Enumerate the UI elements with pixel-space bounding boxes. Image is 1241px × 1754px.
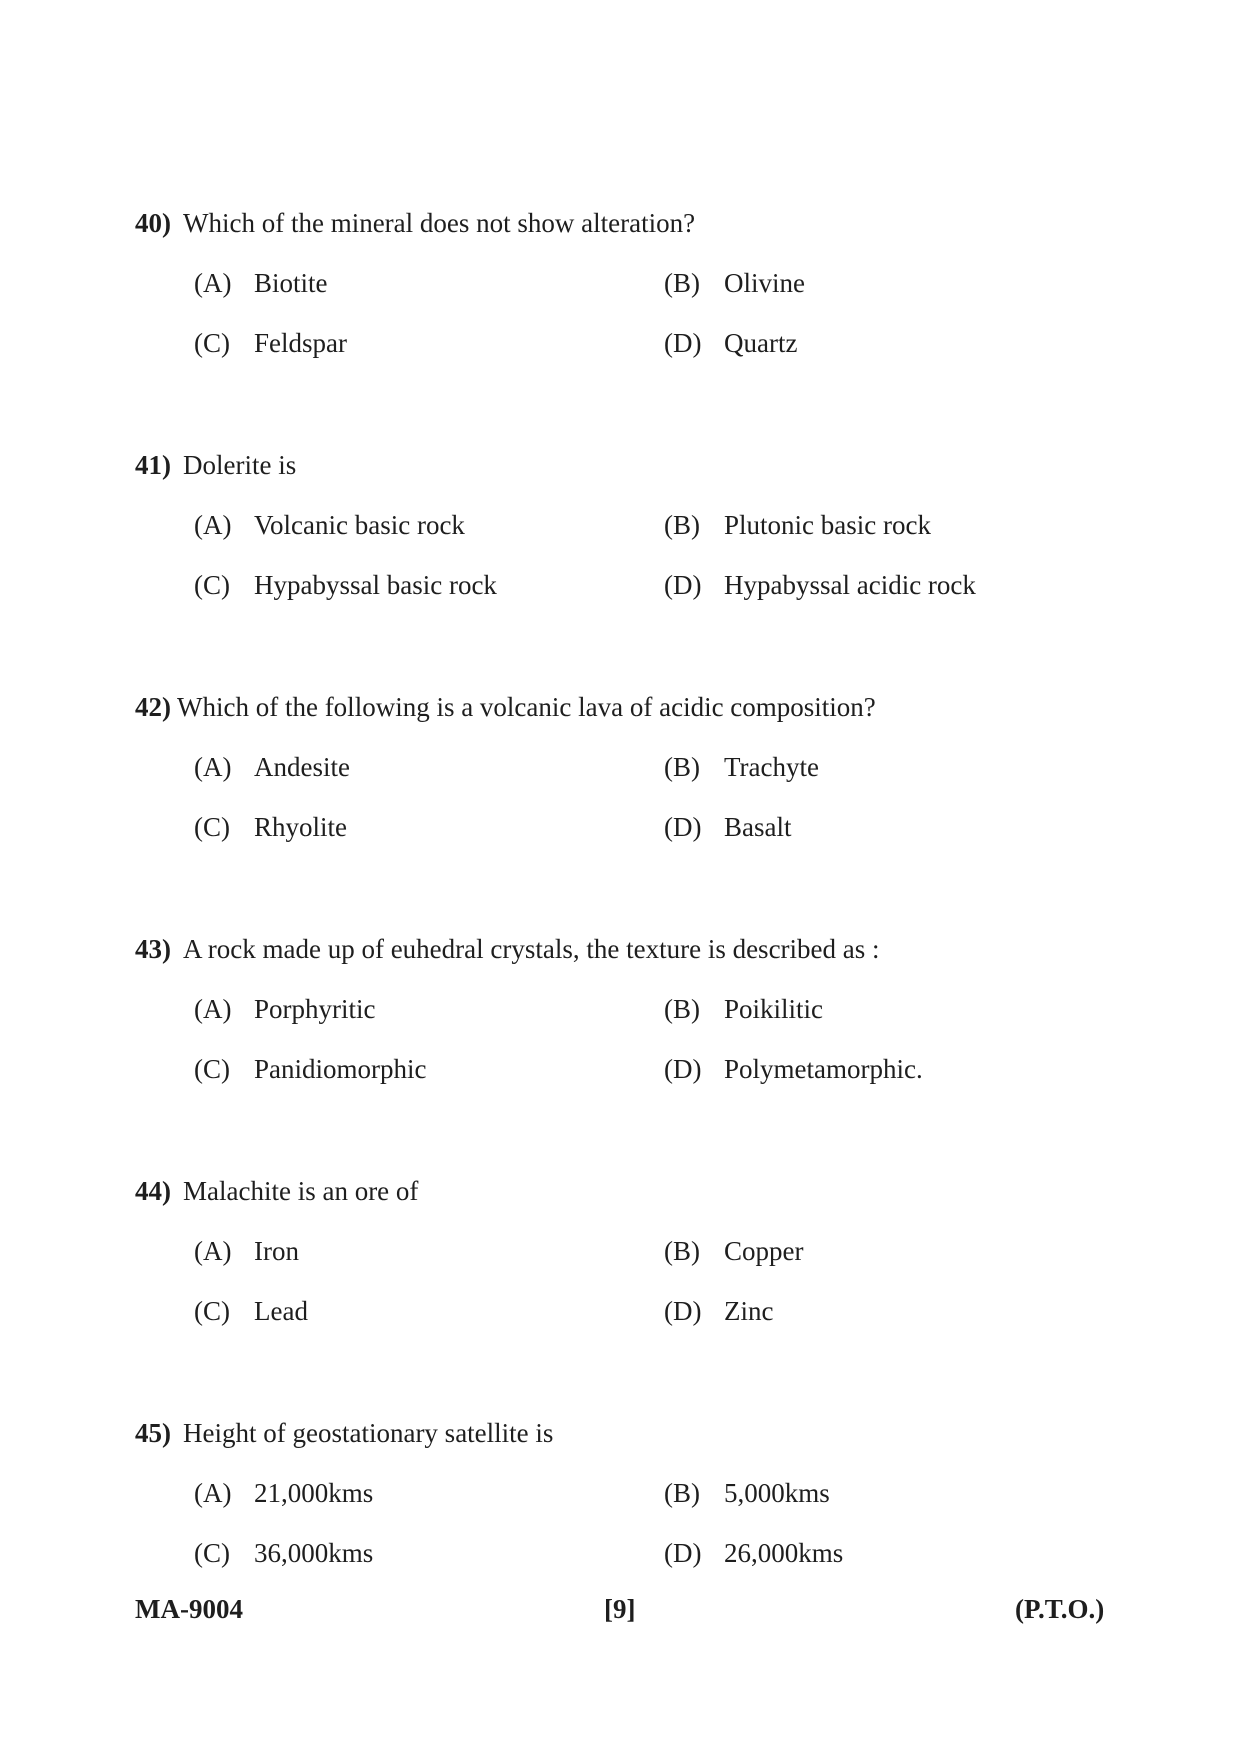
question-stem	[135, 207, 695, 239]
option-d	[664, 1537, 843, 1569]
option-d	[664, 569, 976, 601]
option-text: Iron	[254, 1236, 299, 1266]
option-c	[194, 811, 347, 843]
option-c	[194, 327, 347, 359]
question-stem	[135, 1417, 553, 1449]
question-stem	[135, 691, 876, 723]
option-letter: (D)	[664, 570, 702, 600]
option-letter: (C)	[194, 1538, 230, 1568]
question-stem	[135, 933, 880, 965]
option-d	[664, 811, 792, 843]
option-letter: (C)	[194, 570, 230, 600]
option-text: Copper	[724, 1236, 804, 1266]
option-letter: (C)	[194, 812, 230, 842]
option-text: Feldspar	[254, 328, 347, 358]
option-letter: (D)	[664, 1296, 702, 1326]
option-text: Rhyolite	[254, 812, 347, 842]
option-text: Trachyte	[724, 752, 819, 782]
option-text: Quartz	[724, 328, 798, 358]
option-text: Olivine	[724, 268, 805, 298]
option-text: Lead	[254, 1296, 308, 1326]
option-a	[194, 993, 376, 1025]
option-b	[664, 1235, 803, 1267]
option-letter: (D)	[664, 1538, 702, 1568]
option-letter: (D)	[664, 328, 702, 358]
option-a	[194, 1477, 373, 1509]
question-number: 41)	[135, 450, 171, 480]
option-letter: (A)	[194, 510, 232, 540]
option-c	[194, 1295, 308, 1327]
option-letter: (A)	[194, 268, 232, 298]
option-b	[664, 993, 823, 1025]
option-b	[664, 751, 819, 783]
option-d	[664, 1295, 773, 1327]
question-stem	[135, 1175, 418, 1207]
option-b	[664, 509, 931, 541]
option-letter: (C)	[194, 1296, 230, 1326]
option-text: Hypabyssal acidic rock	[724, 570, 976, 600]
option-letter: (B)	[664, 994, 700, 1024]
option-text: Andesite	[254, 752, 350, 782]
question-text: Height of geostationary satellite is	[183, 1418, 554, 1448]
option-d	[664, 327, 797, 359]
question-text: Dolerite is	[183, 450, 297, 480]
option-c	[194, 569, 497, 601]
question-text: Which of the following is a volcanic lava of acidic composition?	[177, 692, 876, 722]
page-number: [9]	[604, 1594, 636, 1624]
option-letter: (A)	[194, 752, 232, 782]
option-text: 21,000kms	[254, 1478, 374, 1508]
option-letter: (C)	[194, 1054, 230, 1084]
option-letter: (B)	[664, 752, 700, 782]
option-text: Zinc	[724, 1296, 774, 1326]
question-number: 42)	[135, 692, 171, 722]
option-letter: (D)	[664, 812, 702, 842]
question-text: Which of the mineral does not show alteration?	[183, 208, 696, 238]
option-letter: (B)	[664, 1478, 700, 1508]
option-text: Hypabyssal basic rock	[254, 570, 497, 600]
option-text: Polymetamorphic.	[724, 1054, 923, 1084]
option-letter: (A)	[194, 1478, 232, 1508]
option-text: 5,000kms	[724, 1478, 830, 1508]
question-number: 44)	[135, 1176, 171, 1206]
option-a	[194, 751, 350, 783]
option-letter: (B)	[664, 510, 700, 540]
option-text: Basalt	[724, 812, 792, 842]
please-turn-over: (P.T.O.)	[1015, 1594, 1105, 1624]
option-c	[194, 1053, 426, 1085]
question-number: 40)	[135, 208, 171, 238]
option-b	[664, 267, 805, 299]
option-a	[194, 1235, 299, 1267]
option-text: Porphyritic	[254, 994, 376, 1024]
option-letter: (B)	[664, 268, 700, 298]
question-text: A rock made up of euhedral crystals, the texture is described as :	[183, 934, 880, 964]
question-number: 43)	[135, 934, 171, 964]
option-letter: (A)	[194, 994, 232, 1024]
option-d	[664, 1053, 923, 1085]
option-text: Biotite	[254, 268, 328, 298]
option-text: Volcanic basic rock	[254, 510, 465, 540]
option-b	[664, 1477, 830, 1509]
option-text: Plutonic basic rock	[724, 510, 931, 540]
question-text: Malachite is an ore of	[183, 1176, 419, 1206]
question-stem	[135, 449, 296, 481]
option-a	[194, 267, 328, 299]
option-text: 36,000kms	[254, 1538, 374, 1568]
option-a	[194, 509, 465, 541]
option-c	[194, 1537, 373, 1569]
option-text: Panidiomorphic	[254, 1054, 427, 1084]
paper-code: MA-9004	[135, 1594, 243, 1624]
option-letter: (C)	[194, 328, 230, 358]
option-letter: (D)	[664, 1054, 702, 1084]
option-text: 26,000kms	[724, 1538, 844, 1568]
option-text: Poikilitic	[724, 994, 824, 1024]
option-letter: (A)	[194, 1236, 232, 1266]
option-letter: (B)	[664, 1236, 700, 1266]
question-number: 45)	[135, 1418, 171, 1448]
